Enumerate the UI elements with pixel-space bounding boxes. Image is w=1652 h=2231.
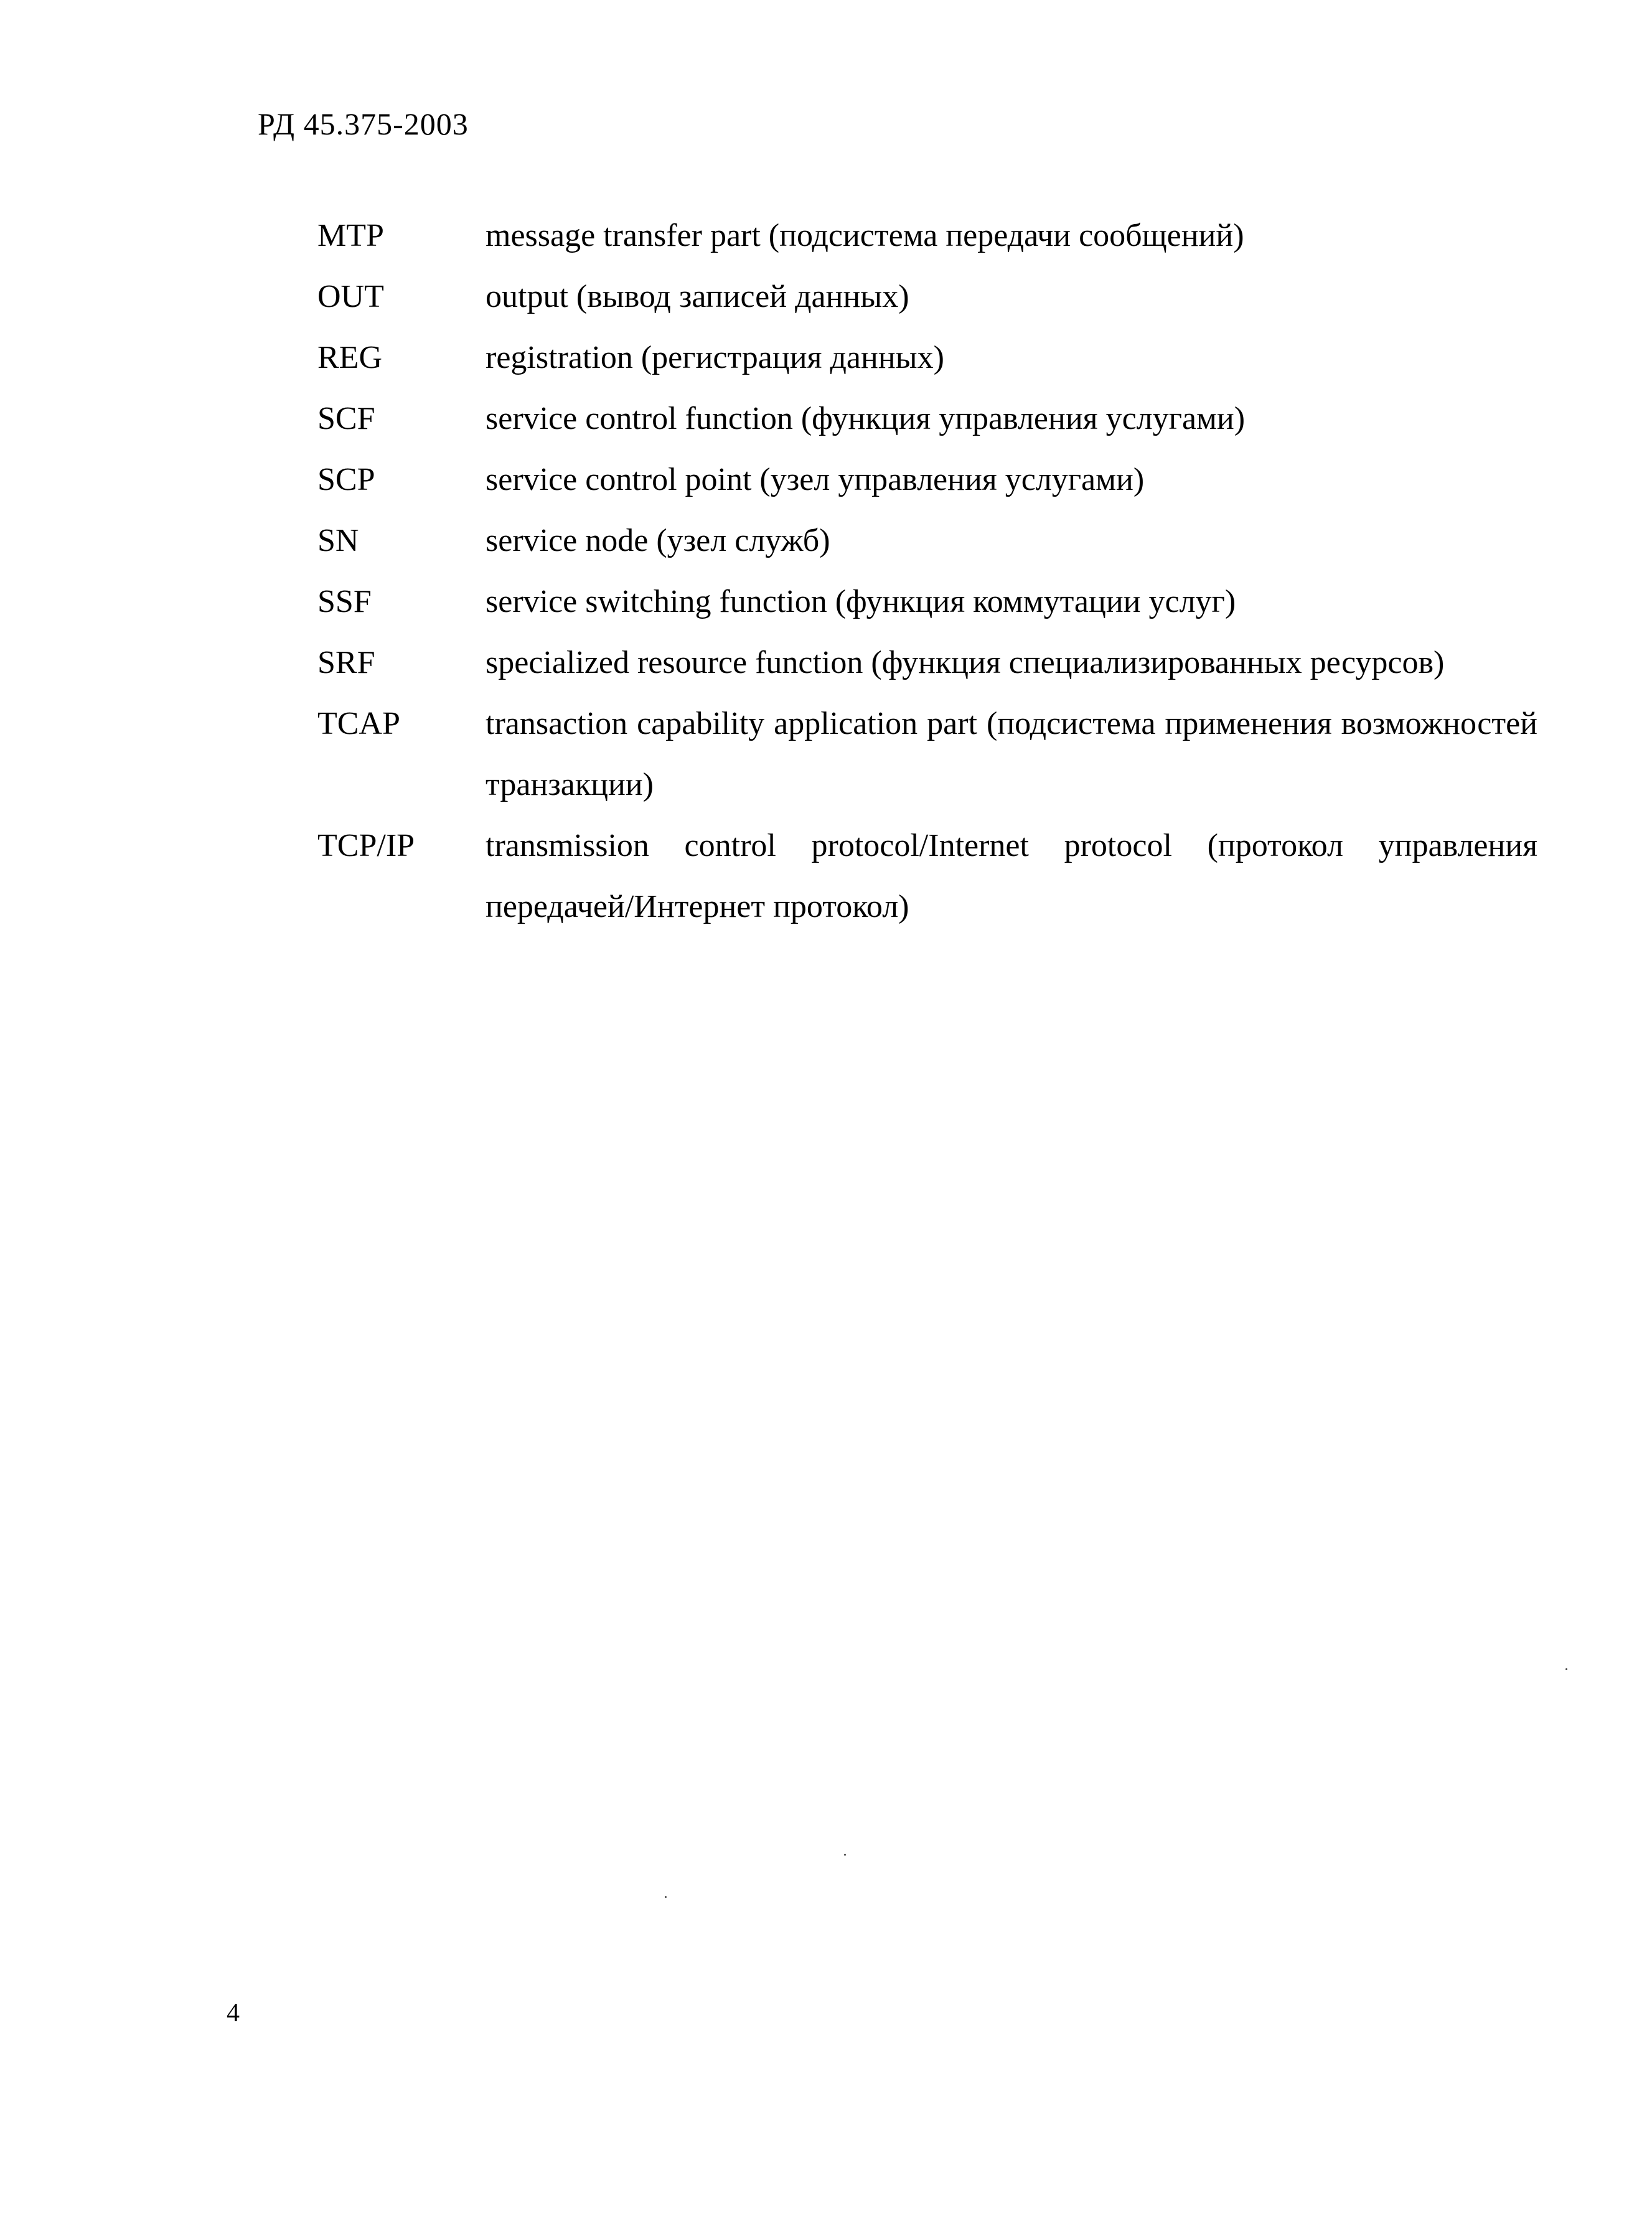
abbreviation-entry <box>305 632 1537 693</box>
abbreviation-term: SCP <box>317 462 375 497</box>
abbreviation-term: SRF <box>317 645 375 680</box>
abbreviation-definition: specialized resource function (функция специализированных ресурсов) <box>486 645 1445 680</box>
abbreviation-definition: output (вывод записей данных) <box>486 279 909 314</box>
abbreviation-definition: service control function (функция управления услугами) <box>486 401 1246 436</box>
abbreviation-term: REG <box>317 340 382 375</box>
abbreviation-entry <box>305 266 1537 327</box>
abbreviation-definition: transaction capability application part (подсистема применения возможностей транзакции) <box>486 706 1537 802</box>
abbreviation-term: MTP <box>317 218 384 253</box>
abbreviation-definition: service node (узел служб) <box>486 523 830 558</box>
scan-speck <box>844 1854 846 1856</box>
abbreviation-definition: transmission control protocol/Internet protocol (протокол управления передачей/Интернет протокол) <box>486 828 1537 924</box>
scan-speck <box>665 1896 667 1898</box>
abbreviation-definition: service control point (узел управления услугами) <box>486 462 1145 497</box>
abbreviation-term: OUT <box>317 279 384 314</box>
abbreviation-definition: registration (регистрация данных) <box>486 340 944 375</box>
document-id: РД 45.375-2003 <box>258 106 469 141</box>
abbreviation-entry <box>305 327 1537 388</box>
abbreviation-entry <box>305 510 1537 571</box>
abbreviation-entry <box>305 815 1537 937</box>
page-number: 4 <box>227 1999 240 2027</box>
abbreviation-term: SCF <box>317 401 375 436</box>
abbreviation-entry <box>305 388 1537 449</box>
abbreviation-entry <box>305 693 1537 815</box>
abbreviation-entry <box>305 571 1537 632</box>
abbreviation-list <box>305 205 1537 937</box>
abbreviation-entry <box>305 449 1537 510</box>
abbreviation-definition: service switching function (функция коммутации услуг) <box>486 584 1236 619</box>
abbreviation-entry <box>305 205 1537 266</box>
abbreviation-term: SN <box>317 523 359 558</box>
abbreviation-term: TCAP <box>317 706 400 741</box>
scan-speck <box>1565 1668 1567 1670</box>
abbreviation-term: SSF <box>317 584 372 619</box>
abbreviation-term: TCP/IP <box>317 828 415 863</box>
abbreviation-definition: message transfer part (подсистема передачи сообщений) <box>486 218 1244 253</box>
